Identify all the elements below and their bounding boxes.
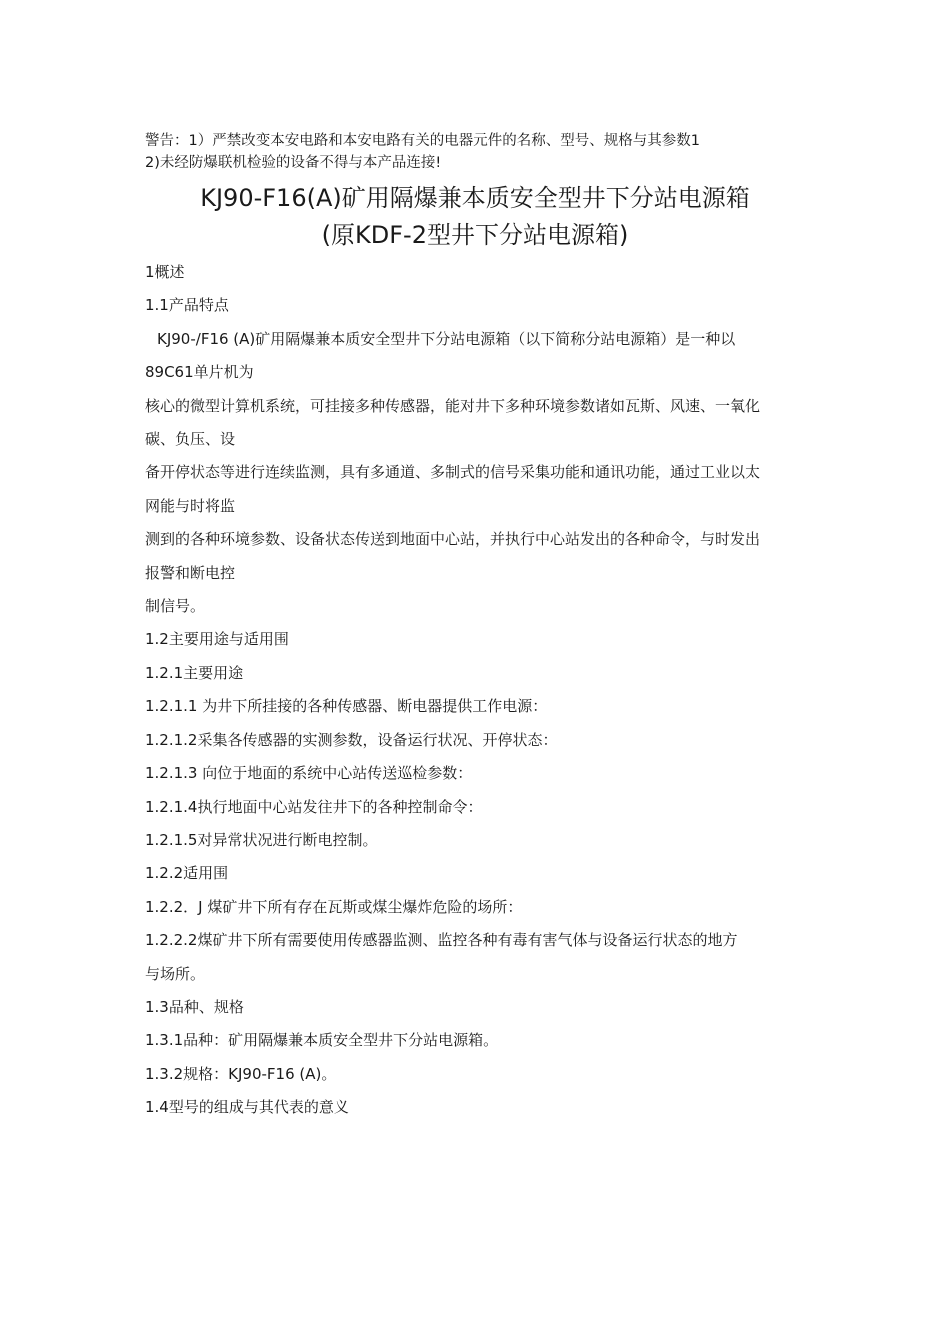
section-heading: 1.3品种、规格: [145, 997, 244, 1016]
paragraph-line: 测到的各种环境参数、设备状态传送到地面中心站，并执行中心站发出的各种命令，与时发出: [145, 530, 761, 549]
warning-line-2: 2)未经防爆联机检验的设备不得与本产品连接!: [145, 155, 442, 171]
section-heading: 1.2.2适用围: [145, 864, 229, 883]
warning-line-1: 警告：1）严禁改变本安电路和本安电路有关的电器元件的名称、型号、规格与其参数1: [145, 133, 700, 149]
list-item: 1.2.2.2煤矿井下所有需要使用传感器监测、监控各种有毒有害气体与设备运行状态的地方: [145, 931, 738, 950]
paragraph-line: 与场所。: [145, 964, 206, 983]
section-heading: 1.1产品特点: [145, 296, 229, 315]
list-item: 1.2.1.2采集各传感器的实测参数，设备运行状况、开停状态：: [145, 730, 558, 749]
paragraph-line: 制信号。: [145, 597, 206, 616]
list-item: 1.3.1品种：矿用隔爆兼本质安全型井下分站电源箱。: [145, 1031, 499, 1050]
list-item: 1.3.2规格：KJ90-F16 (A)。: [145, 1064, 337, 1083]
section-heading: 1.2主要用途与适用围: [145, 630, 289, 649]
section-heading: 1.4型号的组成与其代表的意义: [145, 1098, 349, 1117]
paragraph-line: 89C61单片机为: [145, 363, 254, 382]
document-body: [145, 256, 810, 1125]
document-title: KJ90-F16(A)矿用隔爆兼本质安全型井下分站电源箱: [200, 184, 750, 212]
section-heading: 1.2.1主要用途: [145, 663, 244, 682]
list-item: 1.2.1.3 向位于地面的系统中心站传送巡检参数：: [145, 764, 473, 783]
list-item: 1.2.2．J 煤矿井下所有存在瓦斯或煤尘爆炸危险的场所：: [145, 897, 523, 916]
paragraph-line: 碳、负压、设: [145, 430, 236, 449]
section-heading: 1概述: [145, 263, 185, 281]
document-subtitle: (原KDF-2型井下分站电源箱): [321, 221, 629, 249]
list-item: 1.2.1.1 为井下所挂接的各种传感器、断电器提供工作电源：: [145, 697, 548, 716]
list-item: 1.2.1.5对异常状况进行断电控制。: [145, 830, 378, 849]
paragraph-line: 备开停状态等进行连续监测，具有多通道、多制式的信号采集功能和通讯功能，通过工业以太: [145, 463, 761, 482]
list-item: 1.2.1.4执行地面中心站发往井下的各种控制命令：: [145, 797, 483, 816]
paragraph-line: 网能与时将监: [145, 496, 236, 515]
paragraph-line: KJ90-/F16 (A)矿用隔爆兼本质安全型井下分站电源箱（以下简称分站电源箱）是一种以: [157, 329, 736, 348]
paragraph-line: 核心的微型计算机系统，可挂接多种传感器，能对井下多种环境参数诸如瓦斯、风速、一氧化: [145, 396, 761, 415]
paragraph-line: 报警和断电控: [145, 563, 236, 582]
